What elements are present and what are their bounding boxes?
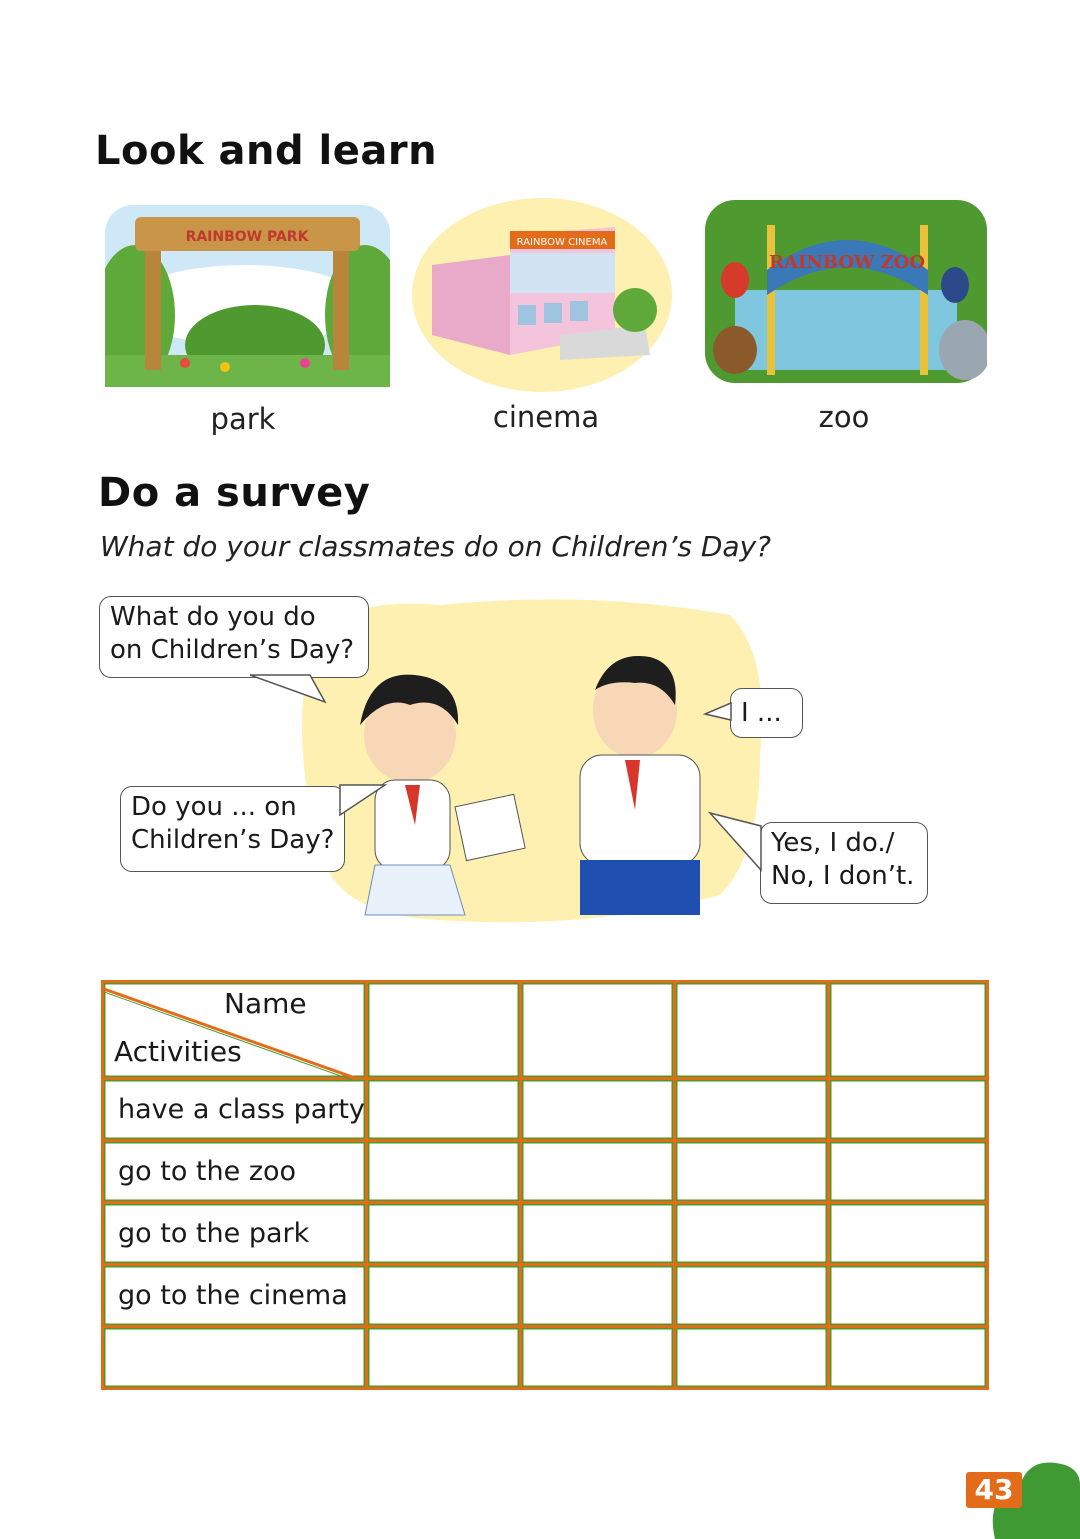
bubble-text-line: What do you do [110, 602, 316, 632]
header-name-label: Name [224, 987, 307, 1020]
answer-cell[interactable] [366, 1327, 520, 1389]
answer-cell[interactable] [366, 1203, 520, 1265]
park-picture [105, 205, 390, 387]
answer-cell[interactable] [520, 1265, 674, 1327]
answer-cell[interactable] [674, 1141, 828, 1203]
table-row [103, 1141, 988, 1203]
bubble-tail [230, 670, 340, 710]
park-sign: RAINBOW PARK [185, 229, 309, 245]
caption-cinema: cinema [492, 400, 600, 434]
speech-bubble-i [730, 688, 803, 738]
table-row [103, 1203, 988, 1265]
answer-cell[interactable] [520, 1203, 674, 1265]
answer-cell[interactable] [366, 1265, 520, 1327]
bubble-text-line: Children’s Day? [131, 825, 335, 855]
answer-cell[interactable] [674, 1327, 828, 1389]
name-cell[interactable] [366, 982, 520, 1079]
cinema-sign: RAINBOW CINEMA [516, 237, 608, 248]
activity-cell[interactable] [103, 1327, 367, 1389]
survey-table [101, 980, 989, 1390]
answer-cell[interactable] [674, 1203, 828, 1265]
bubble-text-line: on Children’s Day? [110, 635, 355, 665]
speech-bubble-what-do-you-do [99, 596, 369, 678]
table-row [103, 1327, 988, 1389]
answer-cell[interactable] [520, 1141, 674, 1203]
section-heading-do-a-survey: Do a survey [98, 470, 371, 516]
answer-cell[interactable] [828, 1265, 987, 1327]
cinema-picture [410, 195, 675, 395]
activity-cell: have a class party [103, 1079, 367, 1141]
zoo-picture [705, 200, 987, 383]
bubble-text-line: No, I don’t. [771, 861, 915, 891]
bubble-text-line: Do you ... on [131, 792, 297, 822]
answer-cell[interactable] [828, 1141, 987, 1203]
activity-cell: go to the cinema [103, 1265, 367, 1327]
name-cell[interactable] [674, 982, 828, 1079]
answer-cell[interactable] [828, 1079, 987, 1141]
zoo-sign: RAINBOW ZOO [768, 252, 926, 273]
header-activities-label: Activities [114, 1035, 242, 1068]
bubble-text-line: Yes, I do./ [771, 828, 895, 858]
bubble-tail [700, 698, 740, 728]
table-row [103, 1079, 988, 1141]
section-heading-look-and-learn: Look and learn [95, 128, 438, 174]
answer-cell[interactable] [520, 1327, 674, 1389]
name-cell[interactable] [520, 982, 674, 1079]
name-cell[interactable] [828, 982, 987, 1079]
bubble-text-line: I ... [741, 698, 782, 728]
bubble-tail [300, 780, 400, 830]
caption-park: park [210, 402, 276, 436]
answer-cell[interactable] [828, 1203, 987, 1265]
bubble-tail [705, 808, 775, 888]
answer-cell[interactable] [674, 1265, 828, 1327]
activity-cell: go to the park [103, 1203, 367, 1265]
answer-cell[interactable] [674, 1079, 828, 1141]
caption-zoo: zoo [818, 400, 870, 434]
survey-question: What do your classmates do on Children’s Day? [100, 530, 772, 563]
answer-cell[interactable] [366, 1141, 520, 1203]
table-header-cell [103, 982, 367, 1079]
answer-cell[interactable] [366, 1079, 520, 1141]
answer-cell[interactable] [828, 1327, 987, 1389]
speech-bubble-yes-no [760, 822, 928, 904]
activity-cell: go to the zoo [103, 1141, 367, 1203]
table-row [103, 1265, 988, 1327]
answer-cell[interactable] [520, 1079, 674, 1141]
page-number: 43 [966, 1472, 1022, 1508]
